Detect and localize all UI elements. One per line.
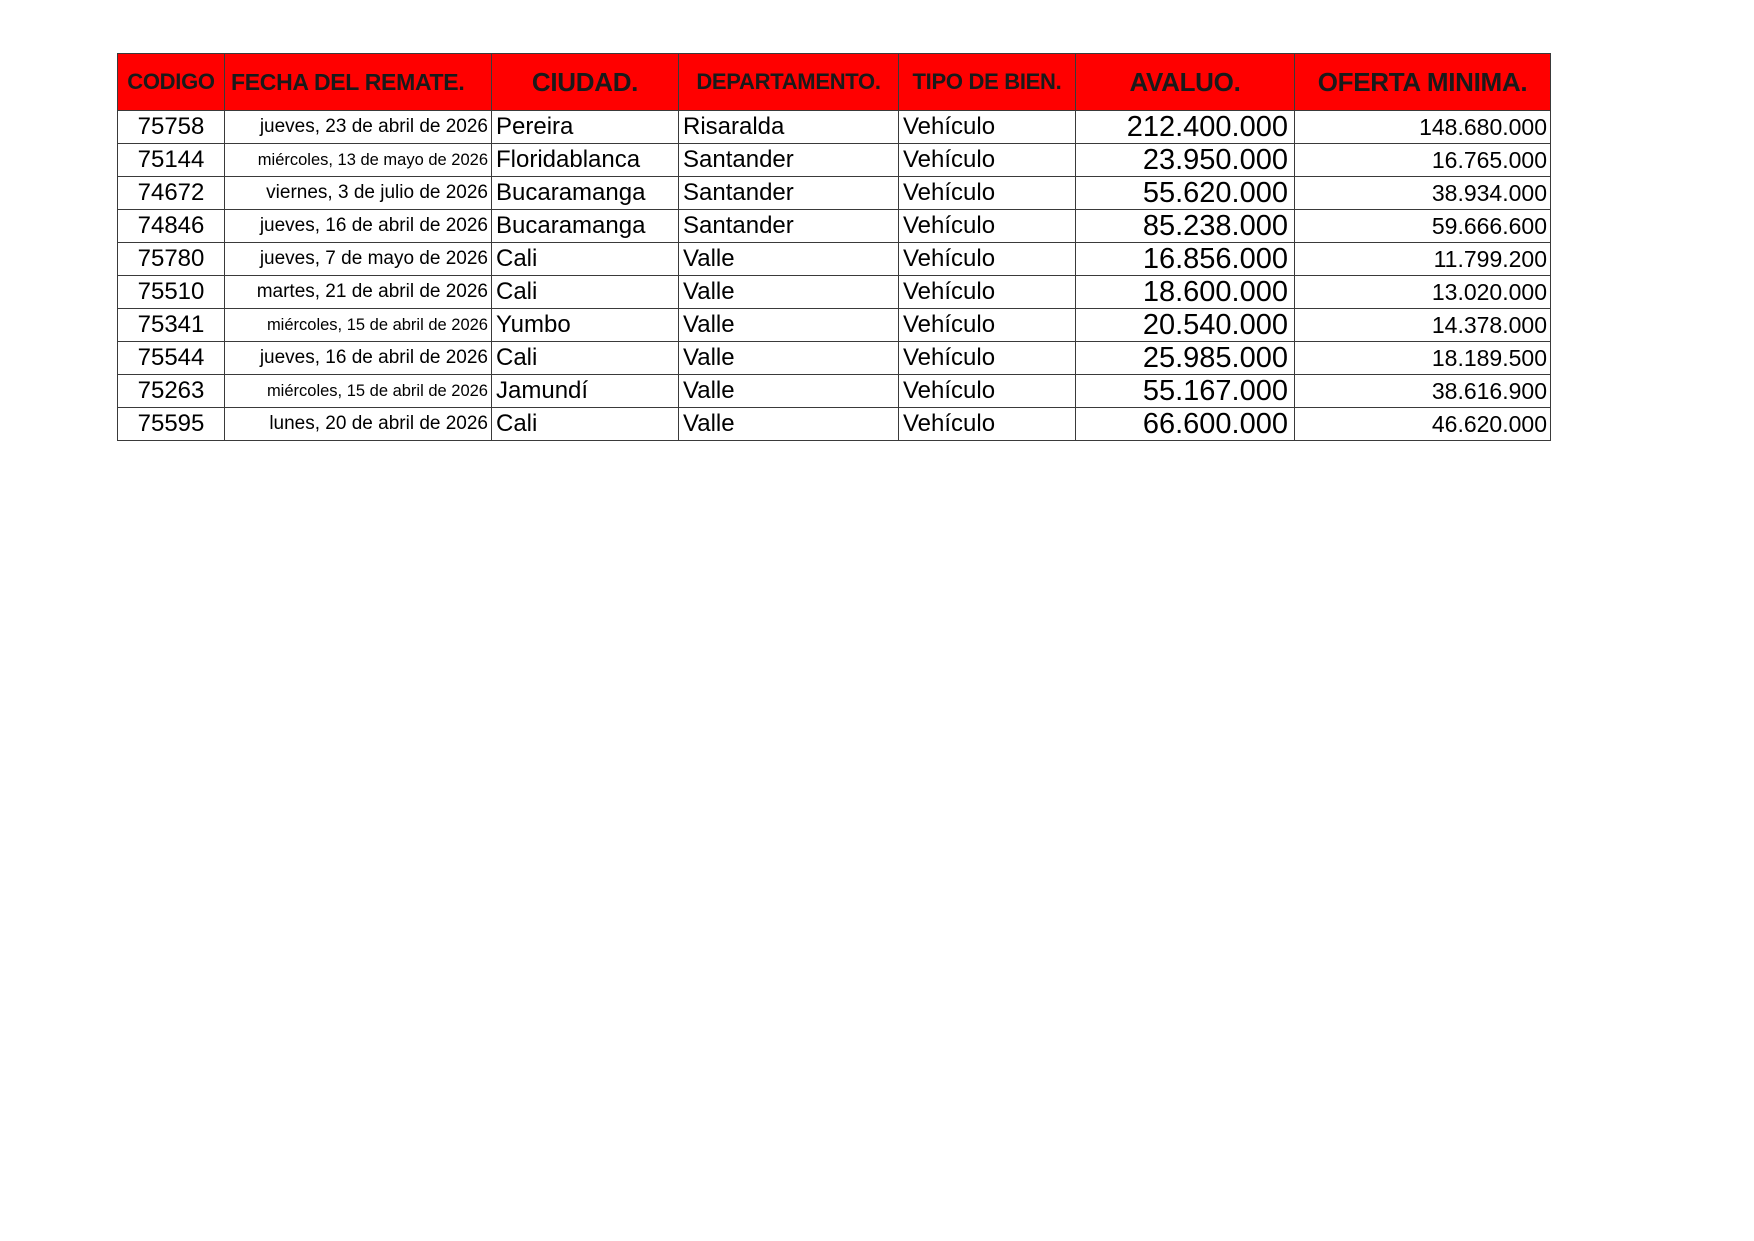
cell-tipo: Vehículo xyxy=(899,309,1076,342)
cell-codigo: 74672 xyxy=(118,177,225,210)
cell-tipo: Vehículo xyxy=(899,177,1076,210)
cell-departamento: Santander xyxy=(679,177,899,210)
header-departamento: DEPARTAMENTO. xyxy=(679,54,899,111)
cell-codigo: 74846 xyxy=(118,210,225,243)
cell-tipo: Vehículo xyxy=(899,342,1076,375)
cell-departamento: Valle xyxy=(679,309,899,342)
cell-tipo: Vehículo xyxy=(899,210,1076,243)
cell-ciudad: Yumbo xyxy=(492,309,679,342)
cell-avaluo: 85.238.000 xyxy=(1076,210,1295,243)
cell-avaluo: 66.600.000 xyxy=(1076,408,1295,441)
cell-avaluo: 25.985.000 xyxy=(1076,342,1295,375)
cell-fecha: jueves, 16 de abril de 2026 xyxy=(225,210,492,243)
cell-oferta: 46.620.000 xyxy=(1295,408,1551,441)
cell-ciudad: Pereira xyxy=(492,111,679,144)
cell-tipo: Vehículo xyxy=(899,243,1076,276)
cell-fecha: lunes, 20 de abril de 2026 xyxy=(225,408,492,441)
cell-avaluo: 23.950.000 xyxy=(1076,144,1295,177)
cell-departamento: Valle xyxy=(679,408,899,441)
cell-ciudad: Cali xyxy=(492,342,679,375)
cell-codigo: 75510 xyxy=(118,276,225,309)
table-row xyxy=(118,375,1551,408)
cell-avaluo: 55.167.000 xyxy=(1076,375,1295,408)
header-row xyxy=(118,54,1551,111)
table-row xyxy=(118,144,1551,177)
cell-oferta: 59.666.600 xyxy=(1295,210,1551,243)
header-avaluo: AVALUO. xyxy=(1076,54,1295,111)
cell-codigo: 75544 xyxy=(118,342,225,375)
cell-ciudad: Cali xyxy=(492,243,679,276)
table-row xyxy=(118,111,1551,144)
table-row xyxy=(118,309,1551,342)
cell-oferta: 14.378.000 xyxy=(1295,309,1551,342)
cell-tipo: Vehículo xyxy=(899,408,1076,441)
header-fecha: FECHA DEL REMATE. xyxy=(225,54,492,111)
table-row xyxy=(118,177,1551,210)
cell-avaluo: 212.400.000 xyxy=(1076,111,1295,144)
auction-table xyxy=(117,53,1551,441)
cell-ciudad: Jamundí xyxy=(492,375,679,408)
cell-departamento: Valle xyxy=(679,243,899,276)
cell-departamento: Risaralda xyxy=(679,111,899,144)
table-row xyxy=(118,243,1551,276)
cell-avaluo: 55.620.000 xyxy=(1076,177,1295,210)
cell-departamento: Santander xyxy=(679,210,899,243)
cell-avaluo: 18.600.000 xyxy=(1076,276,1295,309)
cell-fecha: jueves, 7 de mayo de 2026 xyxy=(225,243,492,276)
cell-oferta: 13.020.000 xyxy=(1295,276,1551,309)
cell-departamento: Santander xyxy=(679,144,899,177)
table-row xyxy=(118,408,1551,441)
cell-fecha: martes, 21 de abril de 2026 xyxy=(225,276,492,309)
cell-departamento: Valle xyxy=(679,375,899,408)
cell-avaluo: 20.540.000 xyxy=(1076,309,1295,342)
cell-tipo: Vehículo xyxy=(899,144,1076,177)
cell-departamento: Valle xyxy=(679,342,899,375)
cell-codigo: 75595 xyxy=(118,408,225,441)
cell-oferta: 18.189.500 xyxy=(1295,342,1551,375)
cell-codigo: 75144 xyxy=(118,144,225,177)
cell-tipo: Vehículo xyxy=(899,375,1076,408)
cell-oferta: 148.680.000 xyxy=(1295,111,1551,144)
cell-ciudad: Cali xyxy=(492,408,679,441)
cell-fecha: miércoles, 13 de mayo de 2026 xyxy=(225,144,492,177)
cell-ciudad: Bucaramanga xyxy=(492,177,679,210)
header-oferta: OFERTA MINIMA. xyxy=(1295,54,1551,111)
cell-tipo: Vehículo xyxy=(899,111,1076,144)
cell-fecha: miércoles, 15 de abril de 2026 xyxy=(225,375,492,408)
cell-codigo: 75780 xyxy=(118,243,225,276)
cell-ciudad: Cali xyxy=(492,276,679,309)
table-row xyxy=(118,210,1551,243)
cell-departamento: Valle xyxy=(679,276,899,309)
cell-fecha: viernes, 3 de julio de 2026 xyxy=(225,177,492,210)
cell-fecha: jueves, 16 de abril de 2026 xyxy=(225,342,492,375)
cell-codigo: 75758 xyxy=(118,111,225,144)
header-codigo: CODIGO xyxy=(118,54,225,111)
cell-oferta: 11.799.200 xyxy=(1295,243,1551,276)
header-tipo: TIPO DE BIEN. xyxy=(899,54,1076,111)
table-body xyxy=(118,111,1551,441)
cell-oferta: 38.616.900 xyxy=(1295,375,1551,408)
cell-avaluo: 16.856.000 xyxy=(1076,243,1295,276)
table-row xyxy=(118,342,1551,375)
cell-oferta: 38.934.000 xyxy=(1295,177,1551,210)
cell-fecha: miércoles, 15 de abril de 2026 xyxy=(225,309,492,342)
cell-ciudad: Bucaramanga xyxy=(492,210,679,243)
cell-codigo: 75263 xyxy=(118,375,225,408)
cell-fecha: jueves, 23 de abril de 2026 xyxy=(225,111,492,144)
header-ciudad: CIUDAD. xyxy=(492,54,679,111)
table-row xyxy=(118,276,1551,309)
cell-tipo: Vehículo xyxy=(899,276,1076,309)
cell-codigo: 75341 xyxy=(118,309,225,342)
cell-ciudad: Floridablanca xyxy=(492,144,679,177)
cell-oferta: 16.765.000 xyxy=(1295,144,1551,177)
